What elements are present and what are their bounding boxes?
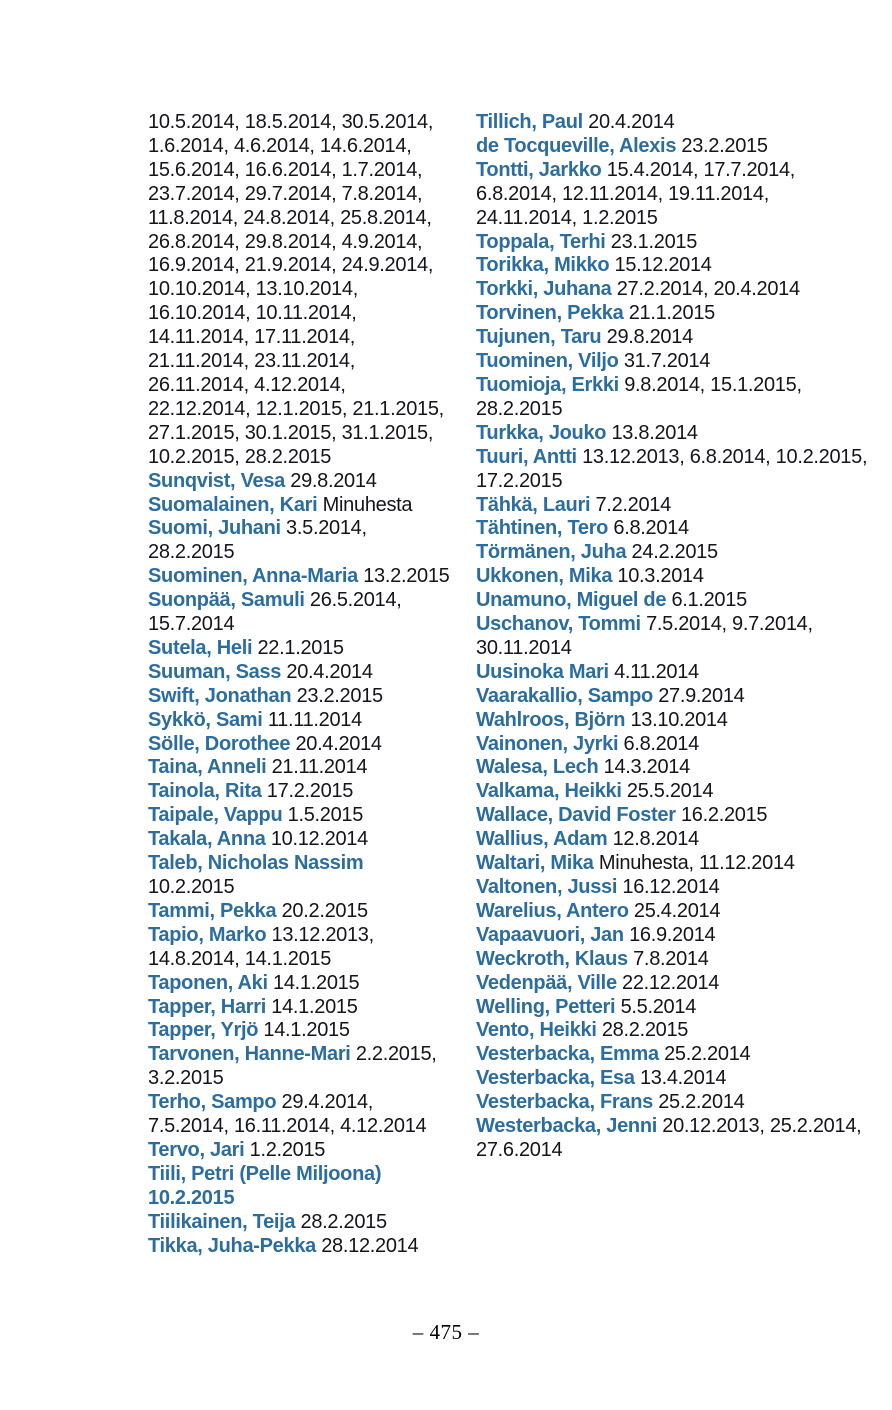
entry-dates: 20.4.2014 (588, 111, 675, 133)
index-entry (148, 996, 450, 1020)
index-entry (148, 804, 450, 828)
index-entry (476, 565, 868, 589)
entry-name: Vaarakallio, Sampo (476, 684, 653, 707)
index-entry (476, 924, 868, 948)
index-entry (148, 1091, 450, 1139)
entry-name: Wallace, David Foster (476, 804, 676, 827)
index-entry (476, 613, 868, 661)
entry-dates: 29.4.2014, 7.5.2014, 16.11.2014, 4.12.2014 (148, 1091, 427, 1138)
entry-dates: 14.3.2014 (603, 756, 690, 779)
page-number: – 475 – (412, 1320, 480, 1344)
entry-dates: 16.2.2015 (680, 804, 768, 827)
entry-dates: 21.11.2014 (271, 756, 368, 779)
index-entry (476, 374, 868, 422)
entry-name: Torvinen, Pekka (476, 302, 624, 325)
entry-dates: 4.11.2014 (614, 660, 699, 683)
entry-dates: 10.2.2015 (148, 1186, 235, 1209)
entry-name: Tainola, Rita (148, 780, 262, 803)
entry-name: Törmänen, Juha (476, 541, 627, 564)
entry-dates: 11.11.2014 (267, 708, 362, 731)
entry-dates: 13.2.2015 (363, 565, 450, 588)
index-entry (476, 422, 868, 446)
entry-name: Tähtinen, Tero (476, 517, 609, 540)
entry-dates: 22.1.2015 (257, 636, 344, 659)
entry-name: Warelius, Antero (476, 899, 629, 922)
index-entry (148, 924, 450, 972)
entry-dates: 25.2.2014 (664, 1043, 751, 1066)
entry-dates: 14.1.2015 (271, 995, 358, 1018)
entry-name: Suominen, Anna-Maria (148, 565, 358, 588)
entry-dates: 7.8.2014 (633, 947, 709, 970)
entry-name: Tiilikainen, Teija (148, 1210, 296, 1233)
entry-name: Tuuri, Antti (476, 445, 577, 468)
index-entry (148, 900, 450, 924)
entry-dates: Minuhesta, 11.12.2014 (598, 852, 795, 875)
entry-name: Waltari, Mika (476, 852, 594, 875)
entry-name: Takala, Anna (148, 828, 266, 851)
index-entry (476, 1067, 868, 1091)
entry-dates: 9.8.2014, 15.1.2015, 28.2.2015 (476, 373, 802, 420)
entry-dates: 13.10.2014 (630, 708, 728, 731)
index-entry (148, 780, 450, 804)
index-entry (476, 589, 868, 613)
entry-name: Vento, Heikki (476, 1019, 597, 1042)
entry-name: Taleb, Nicholas Nassim (148, 852, 364, 875)
index-entry (476, 1043, 868, 1067)
index-entry (148, 1019, 450, 1043)
entry-name: Tähkä, Lauri (476, 493, 591, 516)
entry-name: Taipale, Vappu (148, 804, 283, 827)
index-entry (476, 661, 868, 685)
index-entry (476, 111, 868, 135)
entry-name: Taponen, Aki (148, 971, 268, 994)
entry-name: Tujunen, Taru (476, 326, 602, 349)
index-entry (476, 541, 868, 565)
entry-name: Tammi, Pekka (148, 899, 277, 922)
entry-dates: 5.5.2014 (620, 995, 697, 1018)
entry-dates: 7.5.2014, 9.7.2014, 30.11.2014 (476, 613, 813, 659)
index-entry (476, 494, 868, 518)
entry-name: Welling, Petteri (476, 995, 616, 1018)
entry-dates: 10.12.2014 (270, 828, 368, 851)
entry-dates: 12.8.2014 (612, 828, 699, 851)
entry-dates: 14.1.2015 (273, 971, 360, 994)
index-entry (476, 733, 868, 757)
index-entry (476, 780, 868, 804)
index-entry (148, 1211, 450, 1235)
entry-name: Tervo, Jari (148, 1138, 245, 1161)
entry-dates: 10.5.2014, 18.5.2014, 30.5.2014, 1.6.2014, 4.6.2014, 14.6.2014, 15.6.2014, 16.6.2014, 1.7.2014, 23.7.2014, 29.7.2014, 7.8.2014, 11.8.2014, 24.8.2014, 25.8.2014, 26.8.2014, 29.8.2014, 4.9.2014, 16.9.2014, 21.9.2014, 24.9.2014, 10.10.2014, 13.10.2014, 16.10.2014, 10.11.2014, 14.11.2014, 17.11.2014, 21.11.2014, 23.11.2014, 26.11.2014, 4.12.2014, 22.12.2014, 12.1.2015, 21.1.2015, 27.1.2015, 30.1.2015, 31.1.2015, 10.2.2015, 28.2.2015 (148, 111, 444, 468)
index-entry (476, 709, 868, 733)
index-entry (148, 709, 450, 733)
entry-name: Suomi, Juhani (148, 517, 281, 540)
entry-dates: 16.12.2014 (622, 876, 720, 898)
entry-name: de Tocqueville, Alexis (476, 134, 677, 157)
entry-dates: 20.4.2014 (286, 660, 373, 683)
entry-name: Uusinoka Mari (476, 660, 609, 683)
index-entry (148, 828, 450, 852)
entry-dates: Minuhesta (322, 493, 413, 516)
entry-name: Taina, Anneli (148, 756, 267, 779)
entry-name: Wahlroos, Björn (476, 708, 626, 731)
entry-name: Tuomioja, Erkki (476, 373, 619, 396)
entry-dates: 24.2.2015 (631, 541, 718, 564)
index-entry (476, 900, 868, 924)
entry-name: Valtonen, Jussi (476, 876, 618, 898)
index-entry (476, 828, 868, 852)
index-entry (148, 733, 450, 757)
entry-dates: 15.12.2014 (614, 254, 712, 277)
entry-dates: 13.12.2013, 14.8.2014, 14.1.2015 (148, 923, 374, 970)
index-entry (148, 589, 450, 637)
index-entry (148, 470, 450, 494)
entry-dates: 23.1.2015 (610, 230, 698, 253)
index-entry (476, 302, 868, 326)
entry-name: Vedenpää, Ville (476, 971, 617, 994)
entry-dates: 23.2.2015 (296, 684, 383, 707)
entry-name: Sunqvist, Vesa (148, 469, 285, 492)
entry-name: Vesterbacka, Frans (476, 1091, 653, 1114)
entry-name: Tiili, Petri (Pelle Miljoona) (148, 1162, 382, 1185)
entry-name: Swift, Jonathan (148, 684, 292, 707)
entry-dates: 27.9.2014 (658, 684, 745, 707)
entry-name: Tarvonen, Hanne-Mari (148, 1043, 351, 1066)
entry-dates: 1.5.2015 (287, 804, 364, 827)
entry-dates: 21.1.2015 (628, 302, 715, 325)
index-column-right (476, 111, 868, 1163)
entry-dates: 29.8.2014 (606, 326, 693, 349)
entry-name: Toppala, Terhi (476, 230, 606, 253)
entry-name: Suomalainen, Kari (148, 493, 318, 516)
index-entry (476, 350, 868, 374)
index-entry (476, 876, 868, 900)
index-entry (148, 685, 450, 709)
entry-dates: 25.4.2014 (633, 899, 721, 922)
entry-name: Wallius, Adam (476, 828, 608, 851)
entry-name: Weckroth, Klaus (476, 947, 628, 970)
index-entry (476, 278, 868, 302)
entry-dates: 23.2.2015 (681, 134, 768, 157)
entry-dates: 29.8.2014 (290, 469, 377, 492)
entry-dates: 3.5.2014, 28.2.2015 (148, 517, 367, 564)
index-entry (476, 685, 868, 709)
entry-dates: 20.4.2014 (295, 732, 382, 755)
entry-dates: 28.2.2015 (300, 1210, 387, 1233)
entry-name: Sutela, Heli (148, 636, 253, 659)
entry-name: Torikka, Mikko (476, 254, 610, 277)
index-entry (476, 972, 868, 996)
index-entry (148, 494, 450, 518)
entry-name: Suonpää, Samuli (148, 589, 305, 612)
entry-dates: 10.3.2014 (617, 565, 704, 588)
entry-dates: 6.8.2014 (623, 732, 699, 755)
entry-name: Vainonen, Jyrki (476, 732, 619, 755)
entry-dates: 20.2.2015 (281, 899, 368, 922)
entry-name: Unamuno, Miguel de (476, 589, 667, 612)
index-entry (148, 852, 450, 900)
entry-name: Torkki, Juhana (476, 278, 612, 301)
entry-dates: 28.12.2014 (321, 1234, 419, 1257)
index-entry (476, 852, 868, 876)
entry-dates: 31.7.2014 (623, 350, 711, 373)
entry-dates: 6.8.2014 (613, 517, 689, 540)
entry-name: Vesterbacka, Emma (476, 1043, 659, 1066)
entry-name: Uschanov, Tommi (476, 613, 641, 636)
entry-name: Tontti, Jarkko (476, 158, 602, 181)
entry-name: Vesterbacka, Esa (476, 1067, 635, 1090)
entry-dates: 14.1.2015 (263, 1019, 350, 1042)
index-entry (148, 972, 450, 996)
entry-dates: 20.12.2013, 25.2.2014, 27.6.2014 (476, 1115, 862, 1161)
entry-dates: 13.8.2014 (611, 421, 698, 444)
index-entry (148, 1235, 450, 1259)
entry-name: Tuominen, Viljo (476, 350, 619, 373)
entry-dates: 26.5.2014, 15.7.2014 (148, 589, 402, 636)
entry-dates: 28.2.2015 (601, 1019, 689, 1042)
entry-name: Vapaavuori, Jan (476, 923, 624, 946)
index-entry (476, 326, 868, 350)
entry-name: Terho, Sampo (148, 1091, 277, 1114)
entry-name: Turkka, Jouko (476, 421, 607, 444)
entry-name: Sykkö, Sami (148, 708, 263, 731)
index-entry (476, 804, 868, 828)
entry-name: Westerbacka, Jenni (476, 1115, 657, 1138)
index-entry (148, 565, 450, 589)
index-entry (476, 231, 868, 255)
entry-dates: 17.2.2015 (266, 780, 354, 803)
index-entry (148, 756, 450, 780)
entry-dates: 22.12.2014 (622, 971, 720, 994)
entry-name: Walesa, Lech (476, 756, 599, 779)
index-entry (148, 111, 450, 470)
index-entry (148, 1043, 450, 1091)
index-entry (476, 517, 868, 541)
entry-name: Tapio, Marko (148, 923, 267, 946)
index-entry (476, 446, 868, 494)
index-entry (476, 254, 868, 278)
index-column-left (148, 111, 450, 1259)
entry-name: Sölle, Dorothee (148, 732, 291, 755)
index-entry (476, 1019, 868, 1043)
entry-dates: 25.5.2014 (626, 780, 714, 803)
index-entry (476, 756, 868, 780)
index-entry (476, 1091, 868, 1115)
entry-name: Ukkonen, Mika (476, 565, 613, 588)
index-entry (148, 1163, 450, 1211)
entry-dates: 2.2.2015, 3.2.2015 (148, 1043, 437, 1090)
entry-name: Tillich, Paul (476, 111, 583, 133)
index-entry (476, 948, 868, 972)
index-entry (476, 996, 868, 1020)
index-entry (148, 517, 450, 565)
entry-dates: 15.4.2014, 17.7.2014, 6.8.2014, 12.11.2014, 19.11.2014, 24.11.2014, 1.2.2015 (476, 158, 796, 229)
entry-name: Suuman, Sass (148, 660, 282, 683)
entry-dates: 16.9.2014 (629, 923, 716, 946)
entry-name: Tapper, Harri (148, 995, 266, 1018)
index-entry (476, 1115, 868, 1163)
entry-dates: 10.2.2015 (148, 876, 235, 898)
entry-dates: 25.2.2014 (658, 1091, 745, 1114)
entry-dates: 7.2.2014 (595, 493, 671, 516)
index-entry (476, 135, 868, 159)
entry-dates: 13.12.2013, 6.8.2014, 10.2.2015, 17.2.2015 (476, 445, 868, 492)
entry-name: Valkama, Heikki (476, 780, 622, 803)
entry-name: Tapper, Yrjö (148, 1019, 259, 1042)
index-entry (148, 1139, 450, 1163)
index-entry (476, 159, 868, 231)
index-entry (148, 661, 450, 685)
entry-dates: 27.2.2014, 20.4.2014 (616, 278, 800, 301)
index-entry (148, 637, 450, 661)
entry-name: Tikka, Juha-Pekka (148, 1234, 316, 1257)
entry-dates: 13.4.2014 (639, 1067, 727, 1090)
entry-dates: 1.2.2015 (249, 1138, 326, 1161)
entry-dates: 6.1.2015 (671, 589, 747, 612)
